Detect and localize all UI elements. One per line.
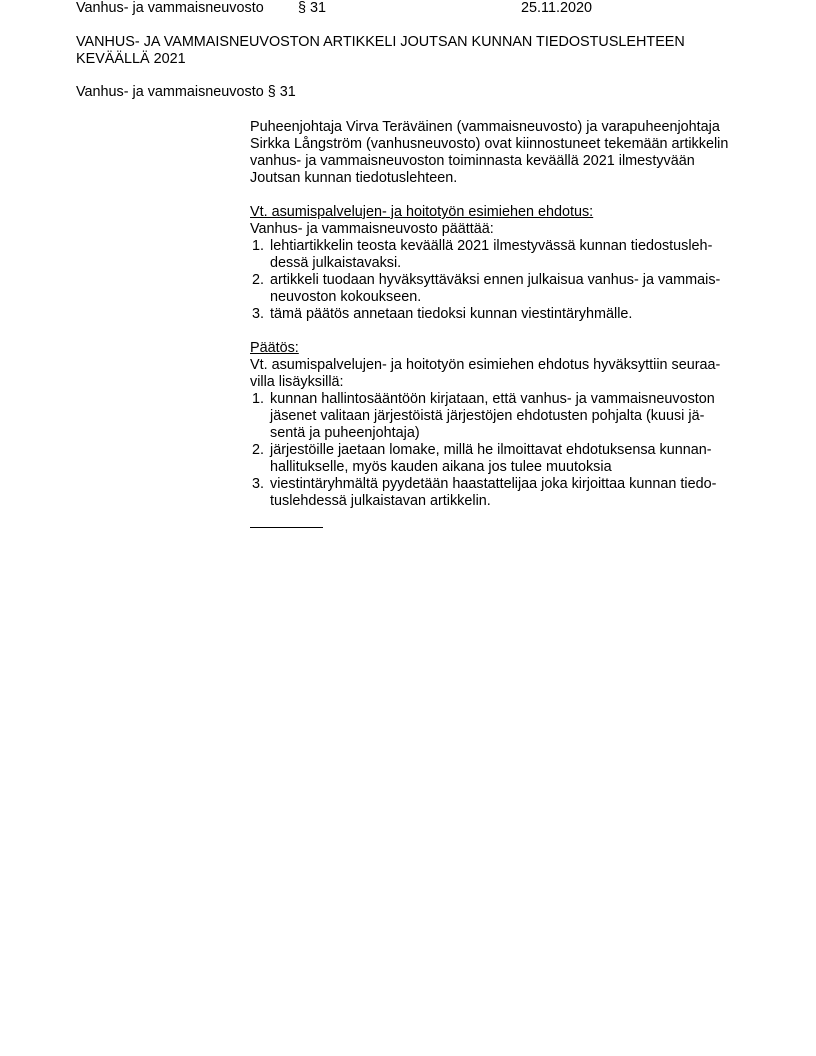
document-title: VANHUS- JA VAMMAISNEUVOSTON ARTIKKELI JOUTSAN KUNNAN TIEDOSTUSLEHTEEN KEVÄÄLLÄ 2021 (76, 34, 685, 67)
decision-section (250, 340, 742, 510)
proposal-lead: Vanhus- ja vammaisneuvosto päättää: (250, 221, 494, 237)
list-item-line: jäsenet valitaan järjestöistä järjestöjen ehdotusten pohjalta (kuusi jä- (270, 408, 705, 424)
list-item (250, 391, 742, 442)
intro-line: Joutsan kunnan tiedotuslehteen. (250, 170, 458, 186)
list-item-line: neuvoston kokoukseen. (270, 289, 422, 305)
list-item-number: 2. (252, 272, 265, 288)
list-item-number: 1. (252, 238, 265, 254)
intro-line: vanhus- ja vammaisneuvoston toiminnasta keväällä 2021 ilmestyvään (250, 153, 695, 169)
intro-line: Puheenjohtaja Virva Teräväinen (vammaisneuvosto) ja varapuheenjohtaja (250, 119, 720, 135)
list-item (250, 238, 742, 272)
list-item (250, 306, 742, 323)
document-subtitle: Vanhus- ja vammaisneuvosto § 31 (76, 84, 296, 100)
list-item-number: 3. (252, 476, 265, 492)
list-item-line: sentä ja puheenjohtaja) (270, 425, 420, 441)
list-item (250, 272, 742, 306)
list-item (250, 476, 742, 510)
list-item-line: artikkeli tuodaan hyväksyttäväksi ennen julkaisua vanhus- ja vammais- (270, 272, 721, 288)
proposal-list (250, 238, 742, 323)
list-item-line: kunnan hallintosääntöön kirjataan, että vanhus- ja vammaisneuvoston (270, 391, 715, 407)
proposal-section (250, 204, 742, 323)
list-item-line: tuslehdessä julkaistavan artikkelin. (270, 493, 491, 509)
header-organization: Vanhus- ja vammaisneuvosto (76, 0, 264, 16)
list-item-line: lehtiartikkelin teosta keväällä 2021 ilmestyvässä kunnan tiedostusleh- (270, 238, 713, 254)
list-item-line: viestintäryhmältä pyydetään haastattelijaa joka kirjoittaa kunnan tiedo- (270, 476, 717, 492)
list-item-number: 3. (252, 306, 265, 322)
decision-heading: Päätös: (250, 340, 299, 356)
list-item-number: 2. (252, 442, 265, 458)
list-item (250, 442, 742, 476)
list-item-line: järjestöille jaetaan lomake, millä he ilmoittavat ehdotuksensa kunnan- (270, 442, 712, 458)
decision-lead-line: villa lisäyksillä: (250, 374, 344, 390)
decision-lead-line: Vt. asumispalvelujen- ja hoitotyön esimiehen ehdotus hyväksyttiin seuraa- (250, 357, 721, 373)
header-section-number: § 31 (298, 0, 327, 16)
list-item-number: 1. (252, 391, 265, 407)
list-item-line: tämä päätös annetaan tiedoksi kunnan viestintäryhmälle. (270, 306, 633, 322)
proposal-heading: Vt. asumispalvelujen- ja hoitotyön esimiehen ehdotus: (250, 204, 594, 220)
intro-line: Sirkka Långström (vanhusneuvosto) ovat kiinnostuneet tekemään artikkelin (250, 136, 729, 152)
header-date: 25.11.2020 (521, 0, 592, 16)
list-item-line: hallitukselle, myös kauden aikana jos tulee muutoksia (270, 459, 612, 475)
decision-list (250, 391, 742, 510)
closing-rule-line (250, 527, 323, 528)
document-body (250, 119, 742, 528)
list-item-line: dessä julkaistavaksi. (270, 255, 402, 271)
intro-paragraph (250, 119, 742, 187)
